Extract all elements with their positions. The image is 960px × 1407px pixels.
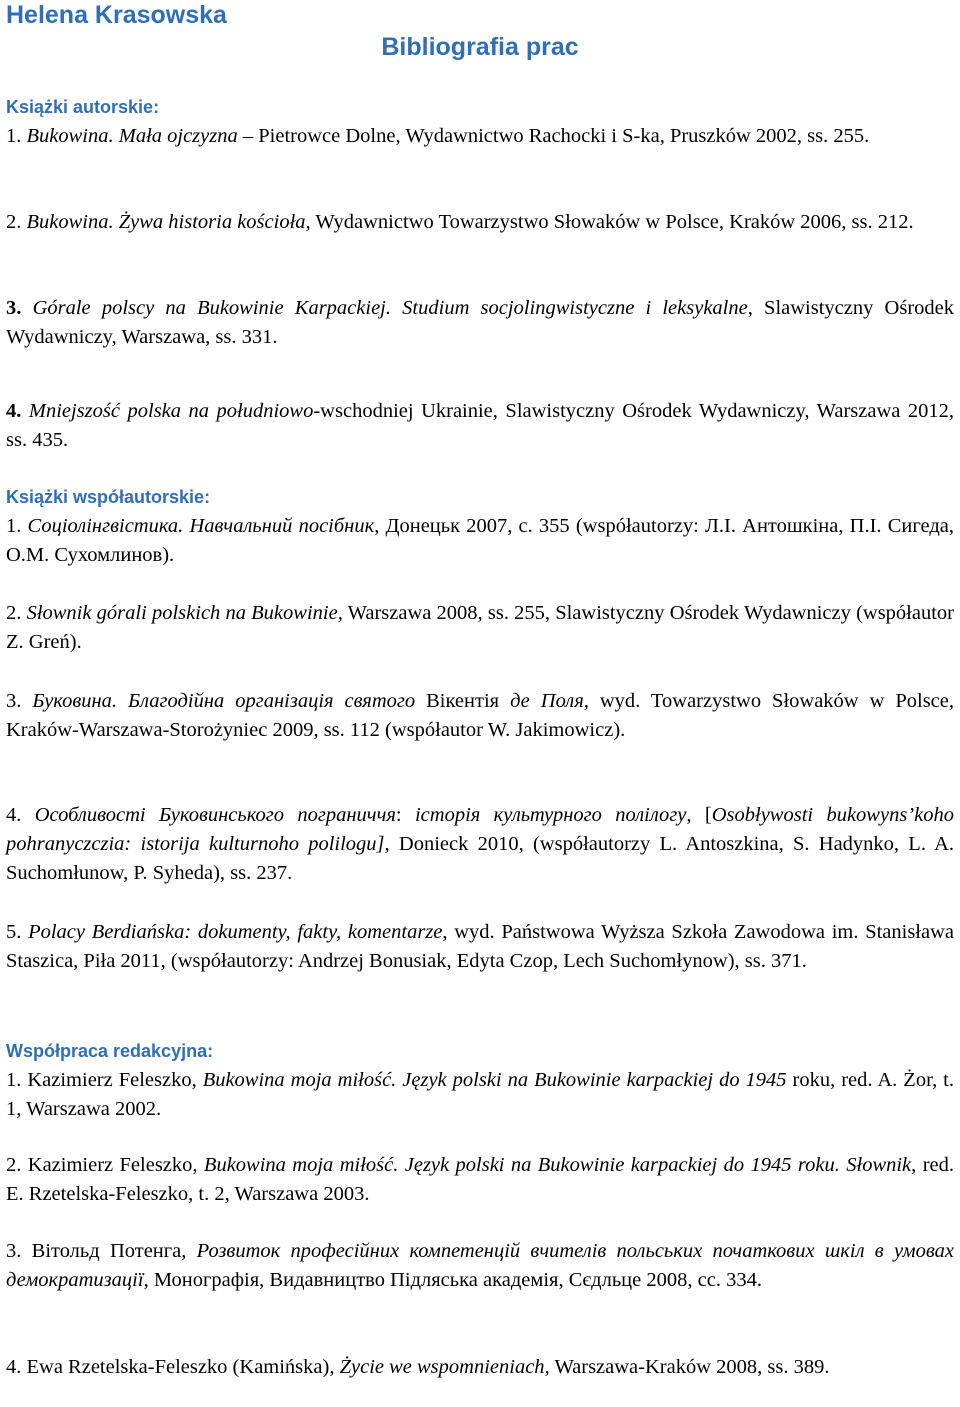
entry-text: , [ [686,804,712,826]
entry-coauthored-1 [6,512,954,570]
entry-number: 3. [6,690,22,712]
section-heading-editorial: Współpraca redakcyjna: [6,1041,214,1061]
entry-number: 4. [6,804,22,826]
entry-coauthored-2 [6,599,954,657]
entry-text-italic: Bukowina moja miłość. Język polski na Bukowinie karpackiej do 1945 roku. Słownik [203,1154,912,1176]
entry-text: Kazimierz Feleszko, [21,1069,203,1091]
entry-text: -wschodniej Ukrainie, Slawistyczny Ośrodek Wydawniczy, Warszawa 2012, ss. 435. [6,400,955,451]
entry-number: 3. [6,297,22,319]
entry-editorial-4 [6,1353,954,1382]
entry-text-italic: Bukowina. Mała ojczyzna [26,125,238,147]
entry-number: 1. [6,515,22,537]
entry-text: , Донецьк 2007, с. 355 (współautorzy: Л.І. Антошкіна, П.І. Сигеда, О.М. Сухомлинов). [6,515,954,566]
entry-text: Warszawa-Kraków 2008, ss. 389. [549,1356,830,1378]
entry-text-italic: Polacy Berdiańska: dokumenty, fakty, komentarze [28,921,443,943]
entry-text: Kazimierz Feleszko, [21,1154,204,1176]
entry-coauthored-5 [6,918,954,976]
entry-text: Ewa Rzetelska-Feleszko (Kamińska), [21,1356,340,1378]
entry-number: 1. [6,125,22,147]
entry-text-italic: Особливості Буковинського пограниччя [34,804,396,826]
entry-text-italic: де Поля [510,690,584,712]
entry-authored-4 [6,397,954,455]
entry-text-italic: Bukowina. Żywa historia kościoła, [26,211,311,233]
entry-text-italic: Bukowina moja miłość. Język polski na Bukowinie karpackiej do 1945 [202,1069,787,1091]
entry-text-italic: історія культурного полілогу [414,804,687,826]
section-heading-authored: Książki autorskie: [6,97,160,117]
entry-number: 2. [6,1154,22,1176]
entry-authored-1 [6,122,954,151]
entry-text: Вітольд Потенга, [21,1240,197,1262]
entry-number: 4. [6,1356,22,1378]
entry-text-italic: Розвиток професійних компетенцій вчителів польських початкових шкіл в умовах демократизації [6,1240,954,1291]
author-name: Helena Krasowska [6,1,227,29]
entry-text: roku, red. A. Żor, t. 1, Warszawa 2002. [6,1069,954,1120]
entry-text: , Монографія, Видавництво Підляська академія, Сєдльце 2008, cc. 334. [143,1269,762,1291]
entry-number: 1. [6,1069,22,1091]
entry-text: : [395,804,415,826]
entry-text-italic: Osobływosti bukowyns’koho pohranyczczia: istorija kulturnoho polilogu] [6,804,954,855]
entry-text: , Donieck 2010, (współautorzy L. Antoszkina, S. Hadynko, L. A. Suchomłunow, P. Syheda), ss. 237. [6,833,955,884]
entry-text-italic: Życie we wspomnieniach, [339,1356,550,1378]
entry-text [21,804,34,826]
entry-text: , Slawistyczny Ośrodek Wydawniczy, Warszawa, ss. 331. [6,297,955,348]
entry-number: 4. [6,400,22,422]
entry-editorial-3 [6,1237,954,1295]
page-title: Bibliografia prac [381,33,579,61]
entry-authored-3 [6,294,954,352]
entry-number: 2. [6,211,22,233]
entry-text [21,400,29,422]
entry-text: – Pietrowce Dolne, Wydawnictwo Rachocki i S-ka, Pruszków 2002, ss. 255. [237,125,870,147]
entry-number: 5. [6,921,22,943]
entry-coauthored-4 [6,801,954,888]
entry-text: Вікентія [415,690,511,712]
entry-number: 2. [6,602,22,624]
entry-text [21,690,32,712]
entry-text: , red. E. Rzetelska-Feleszko, t. 2, Warszawa 2003. [6,1154,954,1205]
entry-text: , wyd. Państwowa Wyższa Szkoła Zawodowa im. Stanisława Staszica, Piła 2011, (współautorzy: Andrzej Bonusiak, Edyta Czop, Lech Suchomłynow), ss. 371. [6,921,955,972]
entry-editorial-1 [6,1066,954,1124]
entry-text-italic: Słownik górali polskich na Bukowinie, [26,602,343,624]
entry-coauthored-3 [6,687,954,745]
entry-editorial-2 [6,1151,954,1209]
entry-text-italic: Буковина. Благодійна організація святого [32,690,416,712]
entry-text: Warszawa 2008, ss. 255, Slawistyczny Ośrodek Wydawniczy (współautor Z. Greń). [6,602,954,653]
entry-text-italic: Соціолінгвістика. Навчальний посібник [27,515,375,537]
entry-text-italic: Mniejszość polska na południowo [28,400,314,422]
entry-authored-2 [6,208,954,237]
entry-number: 3. [6,1240,22,1262]
entry-text [21,297,32,319]
entry-text: , wyd. Towarzystwo Słowaków w Polsce, Kraków-Warszawa-Storożyniec 2009, ss. 112 (współautor W. Jakimowicz). [6,690,955,741]
section-heading-coauthored: Książki współautorskie: [6,487,211,507]
entry-text: Wydawnictwo Towarzystwo Słowaków w Polsce, Kraków 2006, ss. 212. [310,211,914,233]
entry-text-italic: Górale polscy na Bukowinie Karpackiej. Studium socjolingwistyczne i leksykalne [32,297,748,319]
